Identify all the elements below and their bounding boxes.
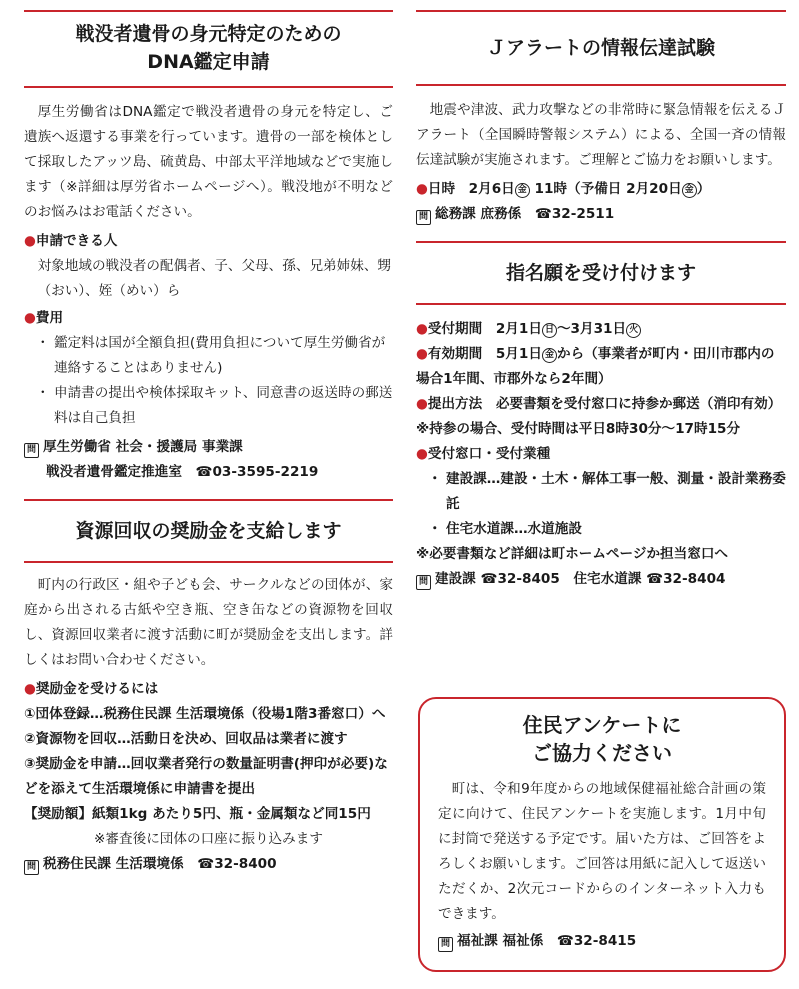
nominate-valid: ●有効期間 5月1日 金 から（事業者が町内・田川市郡内の場合1年間、市郡外なら2年間） (416, 346, 775, 387)
jalert-contact: 問 総務課 庶務係 ☎32-2511 (416, 202, 786, 227)
bullet-icon: ● (24, 681, 36, 697)
jalert-tel: 32-2511 (551, 206, 615, 222)
divider (24, 499, 393, 501)
nominate-window-item: ・ 住宅水道課…水道施設 (428, 521, 582, 537)
recycle-section (24, 499, 393, 877)
dna-contact: 問 厚生労働省 社会・援護局 事業課 (24, 435, 393, 460)
nominate-title: 指名願を受け付けます (505, 262, 696, 284)
bullet-icon: ● (416, 346, 428, 362)
recycle-note: ※審査後に団体の口座に振り込みます (94, 831, 323, 847)
recycle-intro: 町内の行政区・組や子ども会、サークルなどの団体が、家庭から出される古紙や空き瓶、空き缶などの資源物を回収し、資源回収業者に渡す活動に町が奨励金を支出します。詳しくはお問い合わせください。 (24, 577, 393, 668)
divider (24, 86, 393, 88)
bullet-icon: ● (24, 310, 36, 326)
jalert-section (416, 10, 786, 227)
recycle-step: ①団体登録…税務住民課 生活環境係（役場1階3番窓口）へ (24, 706, 386, 722)
nominate-hours-note: ※持参の場合、受付時間は平日8時30分～17時15分 (416, 421, 741, 437)
recycle-contact: 問 税務住民課 生活環境係 ☎32-8400 (24, 852, 393, 877)
divider (416, 241, 786, 243)
weekday-badge: 金 (682, 183, 697, 198)
recycle-step: ②資源物を回収…活動日を決め、回収品は業者に渡す (24, 731, 348, 747)
bullet-icon: ● (416, 396, 428, 412)
recycle-amount: 【奨励額】紙類1kg あたり5円、瓶・金属類など同15円 (24, 806, 371, 822)
phone-icon: ☎ (646, 571, 664, 587)
nominate-contact: 問 建設課 ☎32-8405 住宅水道課 ☎32-8404 (416, 567, 786, 592)
dna-title (24, 20, 393, 76)
divider (416, 10, 786, 12)
jalert-date: ●日時 2月6日 金 11時（予備日 2月20日 金 ） (416, 181, 711, 197)
dna-cost-item: ・ 鑑定料は国が全額負担(費用負担について厚生労働省が連絡することはありません) (36, 335, 386, 376)
dna-cost-heading: ●費用 (24, 310, 64, 326)
phone-icon: ☎ (480, 571, 498, 587)
dna-cost-item: ・ 申請書の提出や検体採取キット、同意書の返送時の郵送料は自己負担 (36, 385, 393, 426)
dna-title-line1: 戦没者遺骨の身元特定のための (75, 23, 342, 45)
nominate-tel1: 32-8405 (497, 571, 560, 587)
survey-contact: 問 福祉課 福祉係 ☎32-8415 (438, 929, 766, 954)
weekday-badge: 金 (515, 183, 530, 198)
dna-tel: 03-3595-2219 (212, 464, 319, 480)
dna-title-line2: DNA鑑定申請 (147, 51, 270, 73)
nominate-method: ●提出方法 必要書類を受付窓口に持参か郵送（消印有効） (416, 396, 782, 412)
dna-eligible-text: 対象地域の戦没者の配偶者、子、父母、孫、兄弟姉妹、甥（おい）、姪（めい）ら (37, 258, 392, 299)
contact-icon: 問 (24, 443, 39, 458)
phone-icon: ☎ (534, 206, 552, 222)
nominate-window-heading: ●受付窓口・受付業種 (416, 446, 551, 462)
dna-eligible-heading: ●申請できる人 (24, 233, 118, 249)
survey-title: 住民アンケートに ご協力ください (522, 713, 682, 765)
nominate-docs-note: ※必要書類など詳細は町ホームページか担当窓口へ (416, 546, 729, 562)
bullet-icon: ● (24, 233, 36, 249)
bullet-icon: ● (416, 446, 428, 462)
recycle-how-heading: ●奨励金を受けるには (24, 681, 159, 697)
divider (24, 561, 393, 563)
bullet-icon: ● (416, 181, 428, 197)
recycle-tel: 32-8400 (214, 856, 277, 872)
phone-icon: ☎ (197, 856, 215, 872)
dna-section (24, 10, 393, 485)
bullet-icon: ● (416, 321, 428, 337)
survey-intro: 町は、令和9年度からの地域保健福祉総合計画の策定に向けて、住民アンケートを実施します。1月中旬に封筒で発送する予定です。届いた方は、ご回答をよろしくお願いします。ご回答は用紙に記入して返送いただくか、2次元コードからのインターネット入力もできます。 (438, 781, 766, 922)
nominate-tel2: 32-8404 (663, 571, 726, 587)
dna-intro: 厚生労働省はDNA鑑定で戦没者遺骨の身元を特定し、ご遺族へ返還する事業を行っています。遺骨の一部を検体として採取したアッツ島、硫黄島、中部太平洋地域などで実施します（※詳細は厚労省ホームページへ）。戦没地が不明などのお悩みはお電話ください。 (24, 104, 393, 220)
jalert-title: Ｊアラートの情報伝達試験 (486, 37, 715, 59)
weekday-badge: 火 (626, 323, 641, 338)
nominate-period: ●受付期間 2月1日 日 ～3月31日 火 (416, 317, 786, 342)
survey-box (418, 697, 786, 972)
weekday-badge: 金 (542, 348, 557, 363)
divider (416, 84, 786, 86)
divider (24, 10, 393, 12)
contact-icon: 問 (416, 210, 431, 225)
phone-icon: ☎ (195, 464, 213, 480)
recycle-title: 資源回収の奨励金を支給します (75, 520, 342, 542)
nominate-section (416, 241, 786, 592)
survey-tel: 32-8415 (573, 933, 637, 949)
phone-icon: ☎ (556, 933, 574, 949)
contact-icon: 問 (438, 937, 453, 952)
divider (416, 303, 786, 305)
dna-contact-dept: 戦没者遺骨鑑定推進室 ☎03-3595-2219 (46, 464, 319, 480)
recycle-step: ③奨励金を申請…回収業者発行の数量証明書(押印が必要)などを添えて生活環境係に申請書を提出 (24, 756, 388, 797)
weekday-badge: 日 (542, 323, 557, 338)
jalert-intro: 地震や津波、武力攻撃などの非常時に緊急情報を伝えるＪアラート（全国瞬時警報システム）による、全国一斉の情報伝達試験が実施されます。ご理解とご協力をお願いします。 (416, 102, 786, 168)
contact-icon: 問 (416, 575, 431, 590)
nominate-window-item: ・ 建設課…建設・土木・解体工事一般、測量・設計業務委託 (428, 471, 786, 512)
contact-icon: 問 (24, 860, 39, 875)
